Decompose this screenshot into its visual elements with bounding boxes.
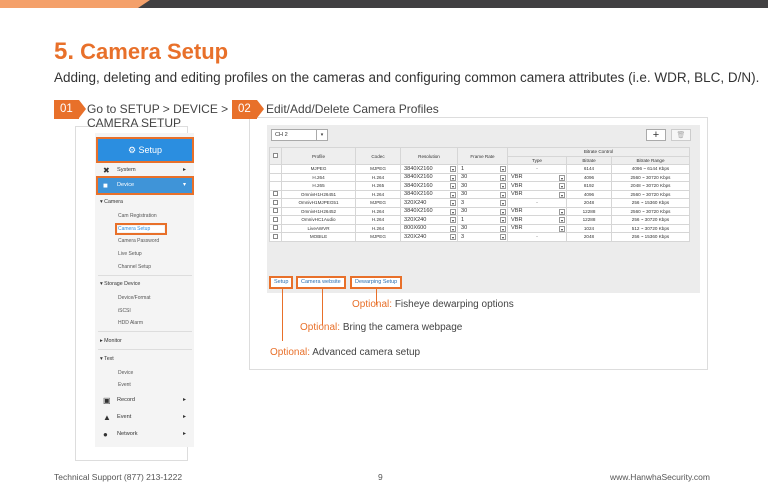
cell-bitrate: 12288 (567, 216, 612, 225)
menu-group-camera[interactable]: ▾ Camera (100, 199, 123, 205)
row-checkbox[interactable] (273, 234, 278, 239)
menu-record-label: Record (117, 397, 136, 403)
chevron-right-icon: ▸ (182, 167, 186, 173)
cell-codec: MJPEG (356, 199, 401, 208)
cell-fps-select[interactable] (458, 207, 508, 216)
col-bitrate: Bitrate (567, 156, 612, 165)
cell-type-select[interactable] (508, 190, 567, 199)
cell-range: 256 ~ 30720 Kbps (612, 216, 690, 225)
chevron-down-icon: ▾ (316, 130, 327, 140)
table-row[interactable] (270, 173, 690, 182)
top-bar-accent (0, 0, 150, 8)
menu-item-device[interactable] (98, 178, 192, 193)
menu-item-event[interactable] (98, 410, 192, 425)
cell-bitrate: 8192 (567, 182, 612, 191)
cell-type-select[interactable] (508, 207, 567, 216)
cell-bitrate: 2048 (567, 199, 612, 208)
menu-device-format[interactable]: Device/Format (118, 295, 151, 301)
cell-resolution-value: 800X600 (404, 225, 427, 232)
menu-divider (98, 349, 192, 350)
chevron-down-icon: ▾ (451, 218, 454, 223)
step1-badge: 01 (54, 100, 79, 119)
cell-type-value: VBR (511, 208, 523, 215)
chevron-right-icon: ▸ (182, 431, 186, 437)
wrench-icon: ✖ (103, 166, 110, 175)
cell-fps-select[interactable] (458, 173, 508, 182)
cell-bitrate: 4096 (567, 173, 612, 182)
event-icon: ▲ (103, 413, 111, 422)
page-subtitle: Adding, deleting and editing profiles on the cameras and configuring common camera attributes (i.e. WDR, BLC, D/N). (54, 70, 760, 85)
callout-advanced (270, 347, 420, 358)
menu-storage-label: Storage Device (104, 281, 141, 287)
select-all-checkbox[interactable] (273, 153, 278, 158)
cell-resolution-select[interactable] (401, 165, 458, 174)
cell-type-select[interactable] (508, 224, 567, 233)
cell-fps-select[interactable] (458, 190, 508, 199)
cell-bitrate: 2048 (567, 233, 612, 242)
cell-type-select[interactable] (508, 182, 567, 191)
setup-row-button[interactable]: Setup (269, 276, 293, 289)
cell-bitrate: 1024 (567, 224, 612, 233)
callout-fisheye-text: Fisheye dewarping options (394, 299, 514, 310)
chevron-right-icon: ▸ (182, 397, 186, 403)
footer-page-number: 9 (378, 472, 383, 482)
table-row[interactable] (270, 190, 690, 199)
optional-label: Optional: (270, 347, 311, 358)
optional-label: Optional: (300, 322, 341, 333)
menu-channel-setup[interactable]: Channel Setup (118, 264, 152, 270)
col-type: Type (508, 156, 567, 165)
menu-event-label: Event (117, 414, 132, 420)
chevron-down-icon: ▾ (451, 226, 454, 232)
cell-fps-value: 30 (461, 225, 468, 232)
row-checkbox-cell (270, 216, 282, 225)
title-number: 5. (54, 38, 75, 65)
cell-fps-value: 3 (461, 233, 465, 240)
table-row[interactable] (270, 199, 690, 208)
cell-resolution-value: 3840X2160 (404, 191, 433, 198)
col-codec: Codec (356, 148, 401, 165)
chevron-down-icon: ▾ (451, 201, 454, 206)
cell-profile: OmnivH1H26451 (282, 190, 356, 199)
cell-codec: H.265 (356, 182, 401, 191)
cell-fps-value: 1 (461, 165, 465, 172)
menu-text-device[interactable]: Device (118, 370, 134, 376)
cell-codec: MJPEG (356, 165, 401, 174)
footer-website: www.HanwhaSecurity.com (610, 472, 710, 482)
cell-resolution-value: 3840X2160 (404, 182, 433, 189)
step1-instruction (87, 102, 228, 130)
row-checkbox-cell (270, 173, 282, 182)
setup-button[interactable]: ⚙ Setup (98, 139, 192, 161)
record-icon: ▣ (103, 396, 111, 405)
chevron-down-icon: ▾ (451, 167, 454, 172)
step1-line2: CAMERA SETUP (87, 116, 182, 130)
chevron-down-icon: ▾ (560, 192, 563, 198)
chevron-down-icon: ▾ (560, 209, 563, 215)
globe-icon: ● (103, 430, 108, 439)
camera-icon: ■ (103, 181, 108, 190)
cell-fps-value: 30 (461, 208, 468, 215)
add-profile-button[interactable]: + (646, 129, 666, 141)
col-profile: Profile (282, 148, 356, 165)
cell-bitrate: 6144 (567, 165, 612, 174)
cell-profile: MJPEG (282, 165, 356, 174)
table-row[interactable] (270, 182, 690, 191)
cell-range: 2560 ~ 30720 Kbps (612, 190, 690, 199)
cell-resolution-value: 3840X2160 (404, 174, 433, 181)
cell-profile: LiveAWVR (282, 224, 356, 233)
col-bitrate-control: Bitrate Control (508, 148, 690, 157)
channel-select[interactable] (271, 129, 328, 141)
cell-fps-value: 30 (461, 182, 468, 189)
table-row[interactable] (270, 224, 690, 233)
cell-resolution-select[interactable] (401, 216, 458, 225)
cell-bitrate: 12288 (567, 207, 612, 216)
cell-range: 512 ~ 30720 Kbps (612, 224, 690, 233)
table-row[interactable] (270, 216, 690, 225)
chevron-down-icon: ▾ (560, 175, 563, 181)
table-row[interactable] (270, 165, 690, 174)
step2-instruction: Edit/Add/Delete Camera Profiles (266, 102, 439, 116)
cell-type-value: VBR (511, 191, 523, 198)
menu-divider (98, 275, 192, 276)
chevron-down-icon: ▾ (560, 218, 563, 223)
cell-fps-select[interactable] (458, 224, 508, 233)
cell-type-select[interactable] (508, 173, 567, 182)
cell-profile: MOBILE (282, 233, 356, 242)
cell-fps-select[interactable] (458, 233, 508, 242)
cell-fps-select[interactable] (458, 182, 508, 191)
menu-cam-registration[interactable]: Cam Registration (118, 213, 157, 219)
cell-type-value: VBR (511, 216, 523, 223)
cell-fps-value: 3 (461, 199, 465, 206)
row-checkbox-cell (270, 224, 282, 233)
menu-group-text[interactable]: ▾ Text (100, 356, 114, 362)
col-resolution: Resolution (401, 148, 458, 165)
row-checkbox[interactable] (273, 225, 278, 230)
cell-resolution-select[interactable] (401, 173, 458, 182)
table-row[interactable] (270, 233, 690, 242)
cell-type-value: VBR (511, 174, 523, 181)
menu-system-label: System (117, 167, 136, 173)
row-checkbox-cell (270, 199, 282, 208)
cell-resolution-value: 320X240 (404, 199, 427, 206)
page-title (54, 38, 228, 66)
cell-resolution-select[interactable] (401, 190, 458, 199)
delete-profile-button[interactable]: 🗑 (671, 129, 691, 141)
cell-resolution-value: 320X240 (404, 216, 427, 223)
cell-range: 256 ~ 15360 Kbps (612, 233, 690, 242)
chevron-down-icon: ▾ (501, 218, 504, 223)
cell-range: 256 ~ 15360 Kbps (612, 199, 690, 208)
chevron-down-icon: ▾ (501, 226, 504, 232)
cell-fps-select[interactable] (458, 165, 508, 174)
row-checkbox-cell (270, 165, 282, 174)
cell-profile: OmnivH1H26452 (282, 207, 356, 216)
chevron-down-icon: ▾ (451, 235, 454, 240)
cell-codec: H.264 (356, 224, 401, 233)
col-bitrate-range: Bitrate Range (612, 156, 690, 165)
menu-text-label: Text (104, 356, 114, 362)
menu-item-network[interactable] (98, 427, 192, 442)
menu-iscsi[interactable]: iSCSI (118, 308, 131, 314)
cell-fps-value: 30 (461, 174, 468, 181)
chevron-right-icon: ▸ (182, 414, 186, 420)
cell-range: 2048 ~ 30720 Kbps (612, 182, 690, 191)
setup-label: Setup (138, 145, 163, 155)
cell-codec: H.264 (356, 173, 401, 182)
cell-range: 2560 ~ 30720 Kbps (612, 173, 690, 182)
row-checkbox-cell (270, 207, 282, 216)
cell-type: - (508, 199, 567, 208)
cell-resolution-value: 3840X2160 (404, 208, 433, 215)
callout-line-website (322, 289, 323, 325)
chevron-down-icon: ▾ (501, 201, 504, 206)
cell-resolution-select[interactable] (401, 182, 458, 191)
channel-value: CH 2 (275, 132, 288, 138)
menu-live-setup[interactable]: Live Setup (118, 251, 142, 257)
cell-type-value: VBR (511, 182, 523, 189)
step1-line1: Go to SETUP > DEVICE > (87, 102, 229, 116)
cell-resolution-select[interactable] (401, 233, 458, 242)
cell-profile: OmnivH1MJPEG51 (282, 199, 356, 208)
cell-fps-select[interactable] (458, 199, 508, 208)
chevron-down-icon: ▾ (451, 209, 454, 215)
chevron-down-icon: ▾ (182, 182, 186, 188)
cell-resolution-select[interactable] (401, 207, 458, 216)
chevron-down-icon: ▾ (451, 184, 454, 189)
chevron-down-icon: ▾ (501, 209, 504, 215)
cell-resolution-value: 3840X2160 (404, 165, 433, 172)
chevron-down-icon: ▾ (560, 226, 563, 232)
row-checkbox-cell (270, 233, 282, 242)
menu-camera-password[interactable]: Camera Password (118, 238, 160, 244)
chevron-down-icon: ▾ (501, 184, 504, 189)
menu-text-event[interactable]: Event (118, 382, 131, 388)
cell-fps-value: 30 (461, 191, 468, 198)
row-checkbox[interactable] (273, 208, 278, 213)
cell-resolution-value: 320X240 (404, 233, 427, 240)
cell-type: - (508, 165, 567, 174)
chevron-down-icon: ▾ (451, 175, 454, 181)
menu-camera-setup[interactable]: Camera Setup (118, 226, 164, 232)
menu-network-label: Network (117, 431, 138, 437)
menu-monitor-label: Monitor (104, 338, 122, 344)
cell-resolution-select[interactable] (401, 199, 458, 208)
chevron-down-icon: ▾ (501, 175, 504, 181)
cell-fps-value: 1 (461, 216, 465, 223)
cell-range: 4096 ~ 6144 Kbps (612, 165, 690, 174)
menu-divider (98, 331, 192, 332)
callout-webpage (300, 322, 462, 333)
chevron-down-icon: ▾ (501, 235, 504, 240)
cell-profile: H.264 (282, 173, 356, 182)
cell-type: - (508, 233, 567, 242)
cell-codec: H.264 (356, 216, 401, 225)
cell-type-value: VBR (511, 225, 523, 232)
profile-table (269, 147, 690, 242)
callout-fisheye (352, 299, 514, 310)
menu-camera-label: Camera (104, 199, 123, 205)
cell-codec: MJPEG (356, 233, 401, 242)
menu-device-label: Device (117, 182, 135, 188)
dewarping-setup-button[interactable]: Dewarping Setup (350, 276, 402, 289)
menu-item-system[interactable] (98, 163, 192, 178)
cell-profile: OmnivHC1Audio (282, 216, 356, 225)
title-text: Camera Setup (80, 39, 229, 64)
cell-profile: H.265 (282, 182, 356, 191)
cell-fps-select[interactable] (458, 216, 508, 225)
cell-type-select[interactable] (508, 216, 567, 225)
row-checkbox-cell (270, 190, 282, 199)
menu-hdd-alarm[interactable]: HDD Alarm (118, 320, 144, 326)
row-checkbox[interactable] (273, 200, 278, 205)
select-all-header (270, 148, 282, 165)
chevron-down-icon: ▾ (451, 192, 454, 198)
camera-website-button[interactable]: Camera website (296, 276, 346, 289)
cell-codec: H.264 (356, 207, 401, 216)
row-checkbox[interactable] (273, 191, 278, 196)
cell-codec: H.264 (356, 190, 401, 199)
row-checkbox[interactable] (273, 217, 278, 222)
chevron-down-icon: ▾ (501, 192, 504, 198)
menu-group-monitor[interactable]: ▸ Monitor (100, 338, 122, 344)
chevron-down-icon: ▾ (501, 167, 504, 172)
menu-group-storage[interactable]: ▾ Storage Device (100, 281, 141, 287)
table-row[interactable] (270, 207, 690, 216)
optional-label: Optional: (352, 299, 393, 310)
step2-badge: 02 (232, 100, 257, 119)
cell-resolution-select[interactable] (401, 224, 458, 233)
footer-support: Technical Support (877) 213-1222 (54, 472, 183, 482)
callout-line-setup (282, 289, 283, 341)
chevron-down-icon: ▾ (560, 184, 563, 189)
col-frame-rate: Frame Rate (458, 148, 508, 165)
row-checkbox-cell (270, 182, 282, 191)
menu-item-record[interactable] (98, 393, 192, 408)
callout-webpage-text: Bring the camera webpage (342, 322, 463, 333)
cell-range: 2560 ~ 30720 Kbps (612, 207, 690, 216)
callout-advanced-text: Advanced camera setup (312, 347, 421, 358)
cell-bitrate: 4096 (567, 190, 612, 199)
